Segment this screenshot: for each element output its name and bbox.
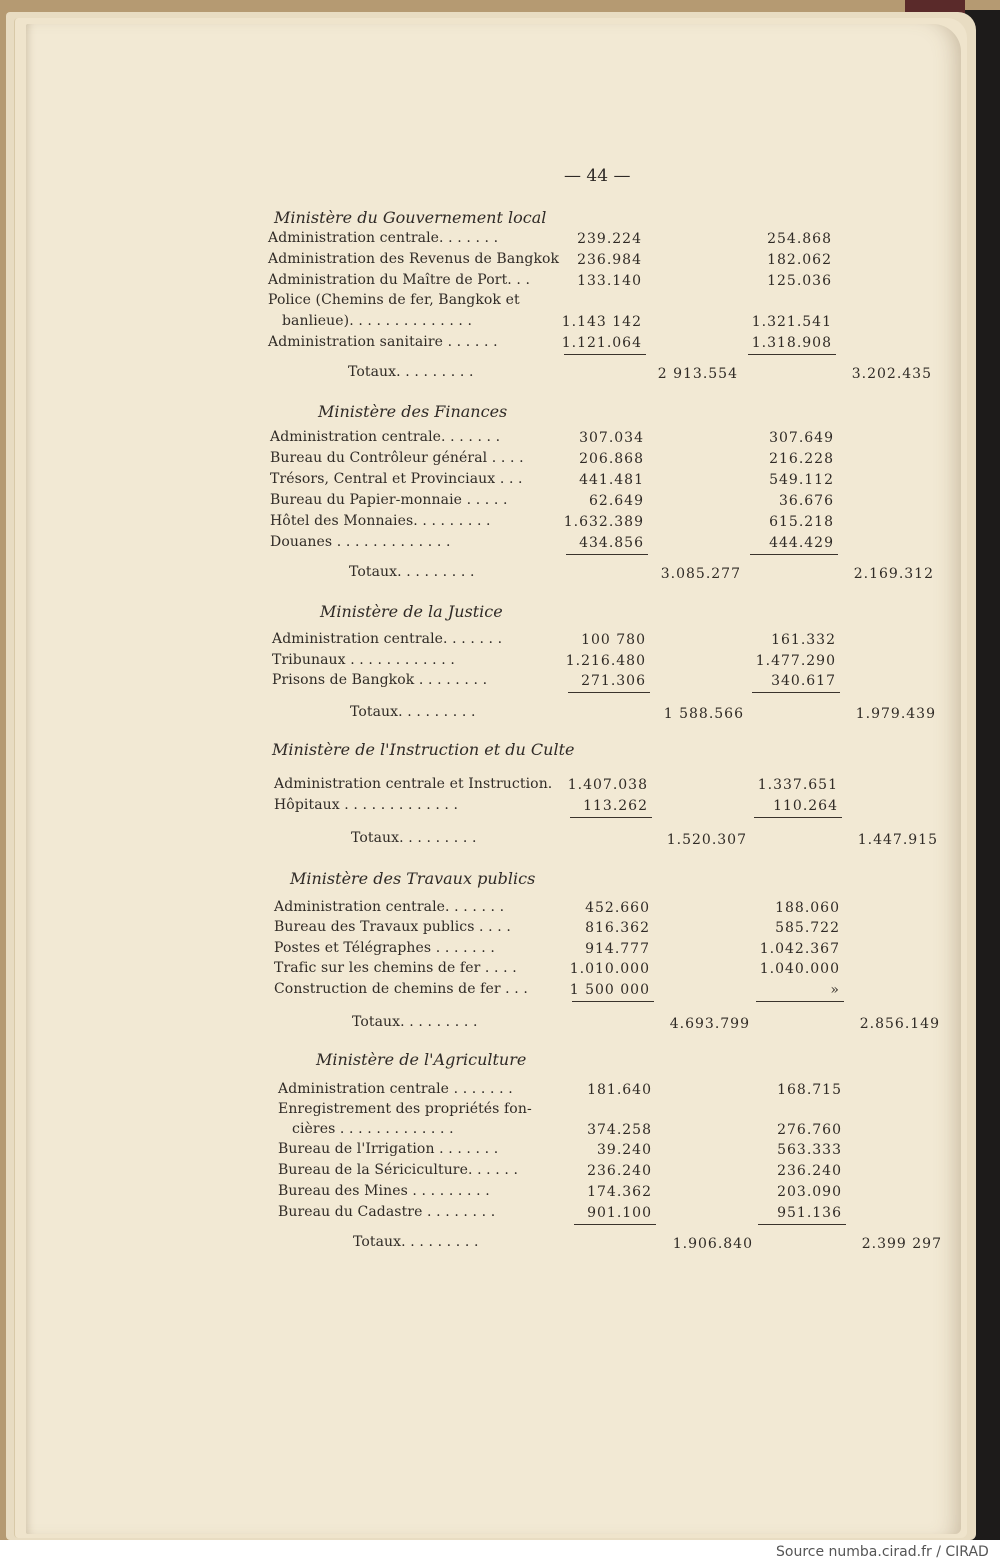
- totals-label: Totaux. . . . . . . . .: [351, 830, 477, 846]
- totals-col1: 1 588.566: [663, 706, 744, 722]
- row-label: Douanes . . . . . . . . . . . . .: [270, 534, 451, 550]
- row-value-col2: 1.042.367: [759, 941, 840, 957]
- row-label: Administration des Revenus de Bangkok: [268, 251, 560, 267]
- row-label: Hôtel des Monnaies. . . . . . . . .: [270, 513, 491, 529]
- row-label: Bureau des Travaux publics . . . .: [274, 919, 511, 935]
- row-label: Bureau du Cadastre . . . . . . . .: [278, 1204, 496, 1220]
- totals-col1: 4.693.799: [669, 1016, 750, 1032]
- row-label: Police (Chemins de fer, Bangkok et: [268, 292, 520, 308]
- row-value-col1: 1.407.038: [567, 777, 648, 793]
- row-label: Bureau de l'Irrigation . . . . . . .: [278, 1141, 499, 1157]
- row-label: Administration centrale. . . . . . .: [270, 429, 501, 445]
- row-value-col1: 901.100: [587, 1205, 652, 1221]
- row-value-col1: 113.262: [583, 798, 648, 814]
- column2-rule: [752, 692, 840, 693]
- row-value-col2: 1.337.651: [757, 777, 838, 793]
- row-label: Bureau de la Sériciculture. . . . . .: [278, 1162, 519, 1178]
- row-label: Administration sanitaire . . . . . .: [268, 334, 498, 350]
- row-value-col1: 307.034: [579, 430, 644, 446]
- row-value-col2: »: [830, 982, 840, 998]
- row-value-col2: 236.240: [777, 1163, 842, 1179]
- row-value-col1: 236.984: [577, 252, 642, 268]
- row-value-col1: 1.632.389: [563, 514, 644, 530]
- row-label: Administration centrale et Instruction.: [274, 776, 553, 792]
- row-value-col1: 271.306: [581, 673, 646, 689]
- column2-rule: [750, 554, 838, 555]
- row-label: Tribunaux . . . . . . . . . . . .: [272, 652, 455, 668]
- row-value-col2: 1.318.908: [751, 335, 832, 351]
- totals-label: Totaux. . . . . . . . .: [348, 364, 474, 380]
- row-value-col1: 441.481: [579, 472, 644, 488]
- row-value-col2: 585.722: [775, 920, 840, 936]
- row-value-col1: 816.362: [585, 920, 650, 936]
- column1-rule: [568, 692, 650, 693]
- row-value-col1: 1.143 142: [561, 314, 642, 330]
- row-value-col2: 161.332: [771, 632, 836, 648]
- totals-col2: 2.399 297: [861, 1236, 942, 1252]
- totals-label: Totaux. . . . . . . . .: [350, 704, 476, 720]
- row-value-col2: 182.062: [767, 252, 832, 268]
- section-title: Ministère de l'Instruction et du Culte: [272, 740, 575, 759]
- section-title: Ministère des Finances: [318, 402, 508, 421]
- row-label: Administration centrale . . . . . . .: [278, 1081, 513, 1097]
- section-title: Ministère de la Justice: [320, 602, 503, 621]
- totals-col1: 1.906.840: [672, 1236, 753, 1252]
- row-label: Administration centrale. . . . . . .: [272, 631, 503, 647]
- totals-col2: 1.447.915: [857, 832, 938, 848]
- row-label: Bureau des Mines . . . . . . . . .: [278, 1183, 490, 1199]
- row-value-col2: 307.649: [769, 430, 834, 446]
- column2-rule: [756, 1001, 844, 1002]
- row-label: Construction de chemins de fer . . .: [274, 981, 528, 997]
- row-label: Bureau du Contrôleur général . . . .: [270, 450, 524, 466]
- totals-col2: 3.202.435: [851, 366, 932, 382]
- totals-label: Totaux. . . . . . . . .: [349, 564, 475, 580]
- row-value-col2: 549.112: [769, 472, 834, 488]
- row-value-col1: 62.649: [589, 493, 644, 509]
- row-value-col1: 434.856: [579, 535, 644, 551]
- section-title: Ministère des Travaux publics: [290, 869, 536, 888]
- row-value-col2: 168.715: [777, 1082, 842, 1098]
- row-label: Postes et Télégraphes . . . . . . .: [274, 940, 495, 956]
- row-value-col1: 1.010.000: [569, 961, 650, 977]
- section-title: Ministère du Gouvernement local: [274, 208, 547, 227]
- row-label: Hôpitaux . . . . . . . . . . . . .: [274, 797, 459, 813]
- row-label: Prisons de Bangkok . . . . . . . .: [272, 672, 488, 688]
- row-value-col2: 1.477.290: [755, 653, 836, 669]
- row-value-col1: 39.240: [597, 1142, 652, 1158]
- totals-col1: 3.085.277: [660, 566, 741, 582]
- section-title: Ministère de l'Agriculture: [316, 1050, 527, 1069]
- row-value-col2: 125.036: [767, 273, 832, 289]
- row-label: Enregistrement des propriétés fon-: [278, 1101, 532, 1117]
- row-value-col1: 452.660: [585, 900, 650, 916]
- row-value-col2: 563.333: [777, 1142, 842, 1158]
- column1-rule: [566, 554, 648, 555]
- column2-rule: [748, 354, 836, 355]
- column1-rule: [572, 1001, 654, 1002]
- row-value-col1: 1 500 000: [569, 982, 650, 998]
- row-value-col1: 100 780: [581, 632, 646, 648]
- row-value-col2: 203.090: [777, 1184, 842, 1200]
- row-label: Administration centrale. . . . . . .: [274, 899, 505, 915]
- row-label: Administration centrale. . . . . . .: [268, 230, 499, 246]
- row-value-col1: 239.224: [577, 231, 642, 247]
- column2-rule: [758, 1224, 846, 1225]
- totals-col1: 2 913.554: [657, 366, 738, 382]
- row-value-col2: 188.060: [775, 900, 840, 916]
- row-value-col1: 1.121.064: [561, 335, 642, 351]
- page-number: — 44 —: [564, 166, 631, 186]
- row-label: cières . . . . . . . . . . . . .: [292, 1121, 454, 1137]
- row-value-col2: 276.760: [777, 1122, 842, 1138]
- totals-col2: 2.169.312: [853, 566, 934, 582]
- row-label: Bureau du Papier-monnaie . . . . .: [270, 492, 508, 508]
- row-label: Trésors, Central et Provinciaux . . .: [270, 471, 523, 487]
- row-label: Trafic sur les chemins de fer . . . .: [274, 960, 517, 976]
- row-value-col2: 615.218: [769, 514, 834, 530]
- row-label: banlieue). . . . . . . . . . . . . .: [282, 313, 473, 329]
- row-value-col2: 444.429: [769, 535, 834, 551]
- row-value-col1: 181.640: [587, 1082, 652, 1098]
- column1-rule: [574, 1224, 656, 1225]
- row-value-col2: 216.228: [769, 451, 834, 467]
- row-label: Administration du Maître de Port. . .: [268, 272, 531, 288]
- document-page: [26, 24, 961, 1534]
- row-value-col1: 206.868: [579, 451, 644, 467]
- row-value-col1: 133.140: [577, 273, 642, 289]
- totals-col1: 1.520.307: [666, 832, 747, 848]
- row-value-col2: 254.868: [767, 231, 832, 247]
- row-value-col1: 174.362: [587, 1184, 652, 1200]
- row-value-col1: 914.777: [585, 941, 650, 957]
- row-value-col2: 951.136: [777, 1205, 842, 1221]
- row-value-col2: 36.676: [779, 493, 834, 509]
- totals-label: Totaux. . . . . . . . .: [352, 1014, 478, 1030]
- column2-rule: [754, 817, 842, 818]
- row-value-col1: 236.240: [587, 1163, 652, 1179]
- row-value-col2: 340.617: [771, 673, 836, 689]
- row-value-col2: 1.321.541: [751, 314, 832, 330]
- column1-rule: [564, 354, 646, 355]
- source-credit: Source numba.cirad.fr / CIRAD: [776, 1544, 989, 1560]
- totals-col2: 2.856.149: [859, 1016, 940, 1032]
- row-value-col2: 1.040.000: [759, 961, 840, 977]
- row-value-col1: 374.258: [587, 1122, 652, 1138]
- totals-col2: 1.979.439: [855, 706, 936, 722]
- column1-rule: [570, 817, 652, 818]
- row-value-col2: 110.264: [773, 798, 838, 814]
- totals-label: Totaux. . . . . . . . .: [353, 1234, 479, 1250]
- row-value-col1: 1.216.480: [565, 653, 646, 669]
